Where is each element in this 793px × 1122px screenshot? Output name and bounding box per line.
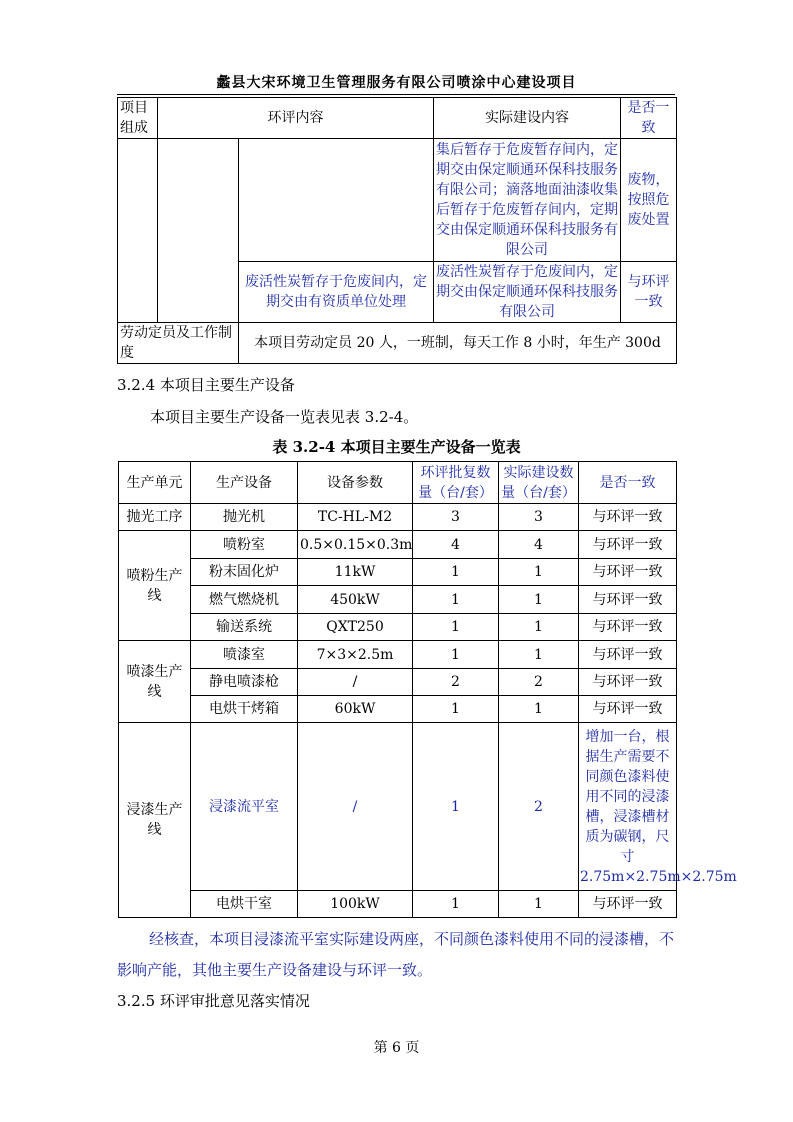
cell-consistent: 废物，按照危废处置 <box>621 139 677 262</box>
cell-actual-qty: 1 <box>499 586 579 614</box>
cell-unit: 喷粉生产线 <box>119 531 191 641</box>
cell-params: / <box>298 723 413 891</box>
cell-consistent: 与环评一致 <box>579 641 677 669</box>
cell-equipment: 电烘干室 <box>191 891 298 918</box>
cell-unit: 喷漆生产线 <box>119 641 191 723</box>
cell-consistent: 与环评一致 <box>579 559 677 586</box>
cell-actual-qty: 1 <box>499 559 579 586</box>
cell-empty <box>158 139 239 323</box>
cell-equipment: 粉末固化炉 <box>191 559 298 586</box>
cell-actual-content: 废活性炭暂存于危废间内，定期交由保定顺通环保科技服务有限公司 <box>434 262 621 323</box>
page-header-title: 蠡县大宋环境卫生管理服务有限公司喷涂中心建设项目 <box>216 75 577 91</box>
table-row <box>119 891 677 918</box>
cell-params: 100kW <box>298 891 413 918</box>
cell-consistent: 与环评一致 <box>579 504 677 531</box>
cell-params: 450kW <box>298 586 413 614</box>
cell-staffing-label: 劳动定员及工作制度 <box>118 323 239 364</box>
cell-actual-qty: 1 <box>499 891 579 918</box>
cell-equipment: 浸漆流平室 <box>191 723 298 891</box>
cell-actual-qty: 1 <box>499 696 579 723</box>
page-number: 第 6 页 <box>373 1040 420 1056</box>
cell-consistent: 与环评一致 <box>621 262 677 323</box>
section-intro: 本项目主要生产设备一览表见表 3.2-4。 <box>150 408 419 426</box>
th-eia-content: 环评内容 <box>158 98 434 139</box>
cell-unit: 浸漆生产线 <box>119 723 191 918</box>
cell-actual-qty: 2 <box>499 723 579 891</box>
cell-empty <box>118 139 158 323</box>
table-row <box>119 504 677 531</box>
section-heading-325: 3.2.5 环评审批意见落实情况 <box>117 992 310 1010</box>
cell-equipment: 电烘干烤箱 <box>191 696 298 723</box>
cell-params: / <box>298 669 413 696</box>
th-params: 设备参数 <box>298 462 413 504</box>
project-composition-table <box>117 97 677 364</box>
cell-equipment: 喷粉室 <box>191 531 298 559</box>
cell-eia-qty: 3 <box>413 504 499 531</box>
th-consistent: 是否一致 <box>579 462 677 504</box>
th-component: 项目组成 <box>118 98 158 139</box>
cell-actual-qty: 4 <box>499 531 579 559</box>
table-row <box>119 559 677 586</box>
cell-consistent: 增加一台，根据生产需要不同颜色漆料使用不同的浸漆槽，浸漆槽材质为碳钢，尺寸 2.75m×2.75m×2.75m <box>579 723 677 891</box>
table-caption: 表 3.2-4 本项目主要生产设备一览表 <box>272 438 521 456</box>
cell-actual-qty: 3 <box>499 504 579 531</box>
th-unit: 生产单元 <box>119 462 191 504</box>
cell-consistent: 与环评一致 <box>579 891 677 918</box>
cell-consistent: 与环评一致 <box>579 614 677 641</box>
cell-eia-qty: 1 <box>413 696 499 723</box>
table-row <box>119 531 677 559</box>
cell-eia-qty: 2 <box>413 669 499 696</box>
section-heading-324: 3.2.4 本项目主要生产设备 <box>117 376 295 394</box>
cell-params: QXT250 <box>298 614 413 641</box>
cell-equipment: 输送系统 <box>191 614 298 641</box>
table-row <box>119 723 677 891</box>
cell-consistent: 与环评一致 <box>579 531 677 559</box>
cell-params: TC-HL-M2 <box>298 504 413 531</box>
cell-params: 60kW <box>298 696 413 723</box>
cell-actual-qty: 1 <box>499 641 579 669</box>
th-eia-qty: 环评批复数量（台/套） <box>413 462 499 504</box>
cell-eia-qty: 1 <box>413 641 499 669</box>
equipment-table <box>118 461 737 918</box>
cell-empty <box>239 139 434 262</box>
cell-equipment: 静电喷漆枪 <box>191 669 298 696</box>
table-row <box>119 696 677 723</box>
table-row <box>119 614 677 641</box>
cell-params: 0.5×0.15×0.3m <box>298 531 413 559</box>
cell-eia-qty: 1 <box>413 891 499 918</box>
th-equipment: 生产设备 <box>191 462 298 504</box>
table-row <box>119 586 677 614</box>
cell-actual-qty: 2 <box>499 669 579 696</box>
cell-equipment: 燃气燃烧机 <box>191 586 298 614</box>
cell-unit: 抛光工序 <box>119 504 191 531</box>
cell-equipment: 喷漆室 <box>191 641 298 669</box>
table-row <box>119 669 677 696</box>
cell-eia-qty: 1 <box>413 614 499 641</box>
cell-staffing-content: 本项目劳动定员 20 人，一班制，每天工作 8 小时，年生产 300d <box>239 323 677 364</box>
cell-params: 11kW <box>298 559 413 586</box>
cell-equipment: 抛光机 <box>191 504 298 531</box>
th-consistent: 是否一致 <box>621 98 677 139</box>
cell-eia-qty: 1 <box>413 559 499 586</box>
cell-actual-content: 集后暂存于危废暂存间内，定期交由保定顺通环保科技服务有限公司；滴落地面油漆收集后暂存于危废暂存间内，定期交由保定顺通环保科技服务有限公司 <box>434 139 621 262</box>
cell-eia-content: 废活性炭暂存于危废间内，定期交由有资质单位处理 <box>239 262 434 323</box>
header-divider <box>117 94 675 95</box>
cell-consistent: 与环评一致 <box>579 586 677 614</box>
cell-consistent: 与环评一致 <box>579 669 677 696</box>
cell-eia-qty: 1 <box>413 586 499 614</box>
cell-actual-qty: 1 <box>499 614 579 641</box>
cell-consistent: 与环评一致 <box>579 696 677 723</box>
table-row <box>119 641 677 669</box>
cell-eia-qty: 4 <box>413 531 499 559</box>
cell-params: 7×3×2.5m <box>298 641 413 669</box>
th-actual-qty: 实际建设数量（台/套） <box>499 462 579 504</box>
th-actual-content: 实际建设内容 <box>434 98 621 139</box>
verification-paragraph: 经核查，本项目浸漆流平室实际建设两座，不同颜色漆料使用不同的浸漆槽，不影响产能，其他主要生产设备建设与环评一致。 <box>117 930 675 979</box>
cell-eia-qty: 1 <box>413 723 499 891</box>
